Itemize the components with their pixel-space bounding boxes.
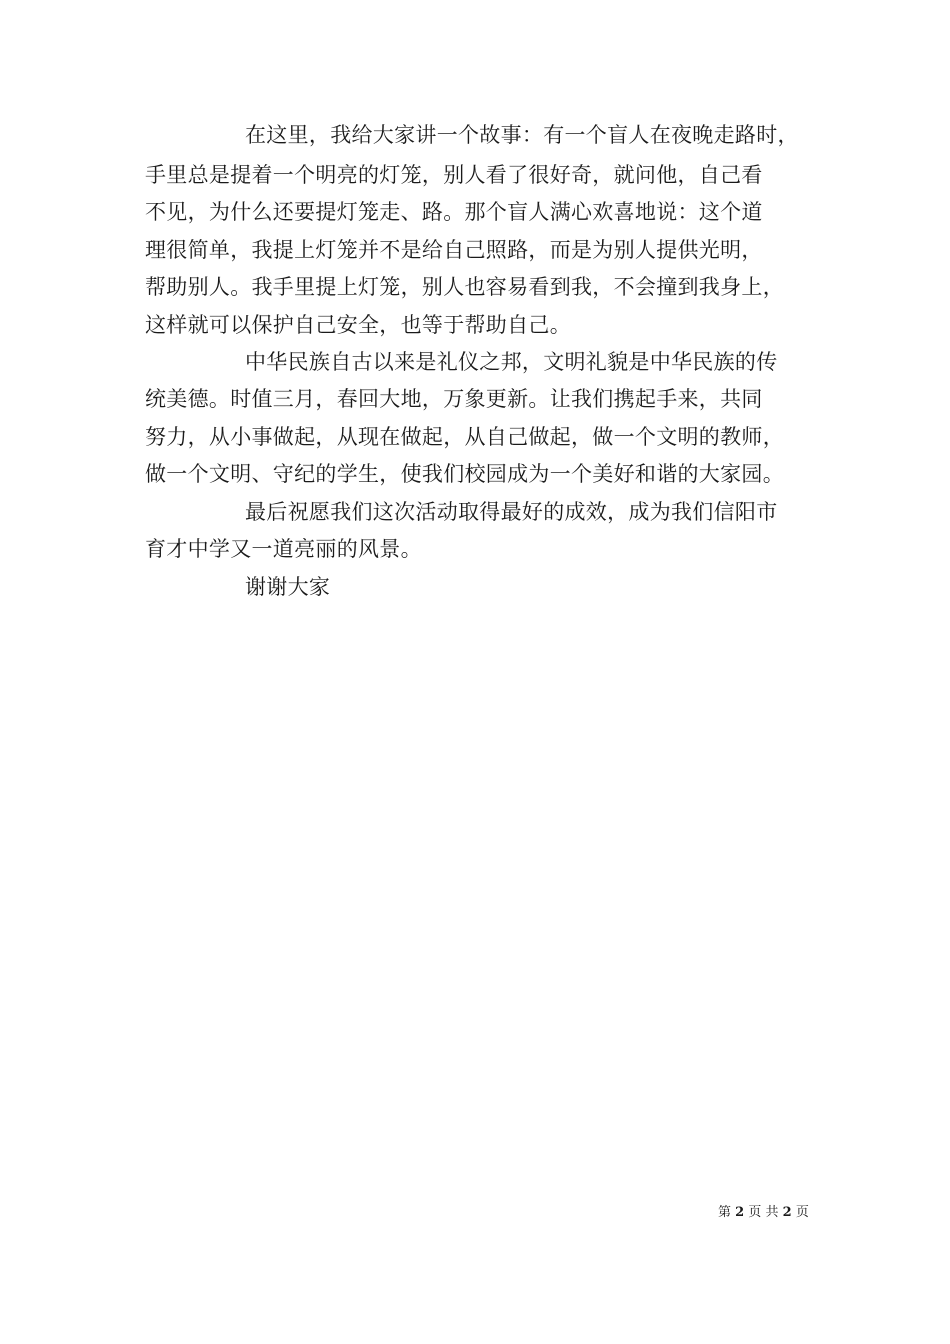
paragraph-line: 手里总是提着一个明亮的灯笼，别人看了很好奇，就问他，自己看	[145, 163, 763, 187]
paragraph-line: 统美德。时值三月，春回大地，万象更新。让我们携起手来，共同	[145, 387, 763, 411]
paragraph-line: 理很简单，我提上灯笼并不是给自己照路，而是为别人提供光明，	[145, 238, 763, 262]
paragraph-line: 在这里，我给大家讲一个故事：有一个盲人在夜晚走路时，	[245, 123, 799, 147]
paragraph-line: 不见，为什么还要提灯笼走、路。那个盲人满心欢喜地说：这个道	[145, 200, 763, 224]
footer-prefix: 第	[718, 1205, 732, 1220]
paragraph-line: 帮助别人。我手里提上灯笼，别人也容易看到我，不会撞到我身上，	[145, 275, 784, 299]
paragraph-line: 中华民族自古以来是礼仪之邦，文明礼貌是中华民族的传	[245, 350, 778, 374]
footer-suffix: 页	[795, 1205, 809, 1220]
footer-middle: 页 共	[748, 1205, 779, 1220]
paragraph-line: 最后祝愿我们这次活动取得最好的成效，成为我们信阳市	[245, 500, 778, 524]
page-number-footer	[718, 1204, 809, 1222]
footer-total-pages: 2	[782, 1205, 792, 1220]
paragraph-line: 育才中学又一道亮丽的风景。	[145, 537, 422, 561]
paragraph-line: 这样就可以保护自己安全，也等于帮助自己。	[145, 313, 571, 337]
footer-current-page: 2	[735, 1205, 745, 1220]
paragraph-line: 谢谢大家	[245, 575, 331, 599]
paragraph-line: 做一个文明、守纪的学生，使我们校园成为一个美好和谐的大家园。	[145, 462, 784, 486]
paragraph-line: 努力，从小事做起，从现在做起，从自己做起，做一个文明的教师，	[145, 425, 784, 449]
